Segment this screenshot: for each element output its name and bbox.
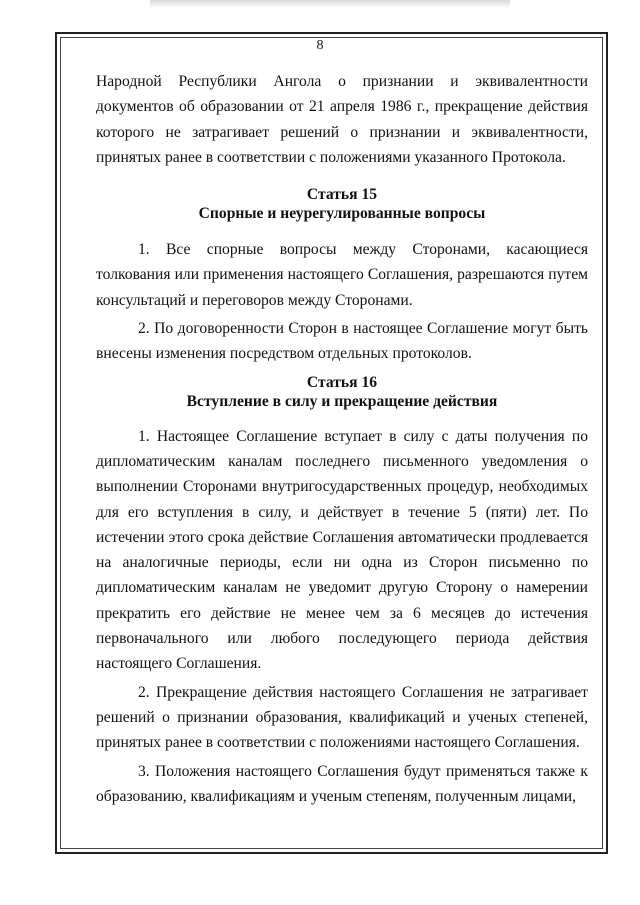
article-15-title: Спорные и неурегулированные вопросы [198, 205, 486, 223]
article-16-paragraph-3: 3. Положения настоящего Соглашения будут применяться также к образованию, квалификациям и ученым степеням, полученным лицами, [96, 762, 588, 805]
document-body [96, 69, 588, 809]
article-15-number: Статья 15 [306, 186, 378, 204]
scan-smudge [150, 0, 510, 8]
article-15-paragraph-1: 1. Все спорные вопросы между Сторонами, касающиеся толкования или применения настоящего Соглашения, разрешаются путем консультаций и переговоров между Сторонами. [96, 241, 588, 309]
article-16-number: Статья 16 [306, 373, 378, 391]
article-16-title: Вступление в силу и прекращение действия [186, 392, 498, 410]
intro-paragraph: Народной Республики Ангола о признании и эквивалентности документов об образовании от 21 апреля 1986 г., прекращение действия которого не затрагивает решений о признании и эквивалентности, принятых ранее в соответствии с положениями указанного Протокола. [96, 73, 588, 166]
article-15-paragraph-2: 2. По договоренности Сторон в настоящее Соглашение могут быть внесены изменения посредством отдельных протоколов. [96, 320, 588, 363]
article-16-paragraph-2: 2. Прекращение действия настоящего Соглашения не затрагивает решений о признании образования, квалификаций и ученых степеней, принятых ранее в соответствии с положениями настоящего Соглашения. [96, 683, 588, 752]
article-16-paragraph-1: 1. Настоящее Соглашение вступает в силу с даты получения по дипломатическим каналам последнего письменного уведомления о выполнении Сторонами внутригосударственных процедур, необходимых для его вступления в силу, и действует в течение 5 (пяти) лет. По истечении этого срока действие Соглашения автоматически продлевается на аналогичные периоды, если ни одна из Сторон письменно по дипломатическим каналам не уведомит другую Сторону о намерении прекратить его действие не менее чем за 6 месяцев до истечения первоначального или любого последующего периода действия настоящего Соглашения. [96, 427, 588, 673]
article-15-heading [96, 185, 588, 223]
article-16-heading [96, 373, 588, 411]
page-number: 8 [316, 38, 324, 53]
